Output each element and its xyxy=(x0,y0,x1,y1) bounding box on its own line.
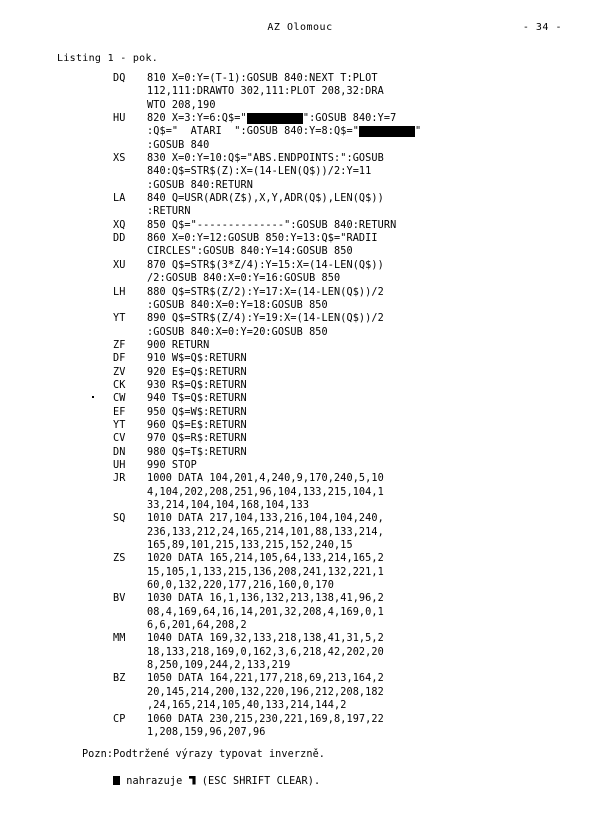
line-text: 980 Q$=T$:RETURN xyxy=(147,446,247,458)
line-text: :RETURN xyxy=(147,206,191,218)
code-line xyxy=(113,472,421,485)
code-line xyxy=(113,606,421,619)
line-checksum: UH xyxy=(113,459,126,471)
inverse-block-icon xyxy=(113,776,120,785)
line-text: 1050 DATA 164,221,177,218,69,213,164,2 xyxy=(147,673,384,685)
line-text: 20,145,214,200,132,220,196,212,208,182 xyxy=(147,686,384,698)
code-line xyxy=(113,272,421,285)
line-checksum: CP xyxy=(113,713,126,725)
line-checksum: HU xyxy=(113,113,126,125)
line-text: 6,6,201,64,208,2 xyxy=(147,620,247,632)
code-line xyxy=(113,552,421,565)
code-line xyxy=(113,592,421,605)
code-line xyxy=(113,179,421,192)
line-text: 112,111:DRAWTO 302,111:PLOT 208,32:DRA xyxy=(147,86,384,98)
line-text: 33,214,104,104,168,104,133 xyxy=(147,500,310,511)
line-checksum: DD xyxy=(113,233,126,245)
line-text: 1060 DATA 230,215,230,221,169,8,197,22 xyxy=(147,713,384,725)
code-line xyxy=(113,366,421,379)
line-checksum: CW xyxy=(113,393,126,405)
code-line xyxy=(113,566,421,579)
line-text: 1040 DATA 169,32,133,218,138,41,31,5,2 xyxy=(147,633,384,645)
line-text: 850 Q$="--------------":GOSUB 840:RETURN xyxy=(147,219,397,231)
code-line xyxy=(113,205,421,218)
line-checksum: YT xyxy=(113,419,126,431)
line-text: 236,133,212,24,165,214,101,88,133,214, xyxy=(147,526,384,538)
line-text: 990 STOP xyxy=(147,459,197,471)
footnote-line-1: Pozn:Podtržené výrazy typovat inverzně. xyxy=(81,748,326,760)
code-line xyxy=(113,512,421,525)
line-checksum: XQ xyxy=(113,219,126,231)
code-line xyxy=(113,713,421,726)
code-line xyxy=(113,232,421,245)
code-line xyxy=(113,299,421,312)
code-line xyxy=(113,486,421,499)
line-text: 910 W$=Q$:RETURN xyxy=(147,353,247,365)
code-line xyxy=(113,85,421,98)
line-text: 810 X=0:Y=(T-1):GOSUB 840:NEXT T:PLOT xyxy=(147,73,378,84)
code-line xyxy=(113,112,421,125)
line-text: :GOSUB 840:X=0:Y=20:GOSUB 850 xyxy=(147,326,328,338)
line-text: ,24,165,214,105,40,133,214,144,2 xyxy=(147,700,347,712)
code-line xyxy=(113,99,421,112)
code-line xyxy=(113,539,421,552)
code-line xyxy=(113,659,421,672)
code-line xyxy=(113,192,421,205)
line-text: 920 E$=Q$:RETURN xyxy=(147,366,247,378)
line-text: 890 Q$=STR$(Z/4):Y=19:X=(14-LEN(Q$))/2 xyxy=(147,313,384,325)
footnote-line-2 xyxy=(57,775,325,789)
line-text: 930 R$=Q$:RETURN xyxy=(147,379,247,391)
code-line xyxy=(113,312,421,325)
line-checksum: SQ xyxy=(113,513,126,525)
line-text: 08,4,169,64,16,14,201,32,208,4,169,0,1 xyxy=(147,606,384,618)
line-checksum: DN xyxy=(113,446,126,458)
line-checksum: ZS xyxy=(113,553,126,565)
line-text: 165,89,101,215,133,215,152,240,15 xyxy=(147,540,353,552)
line-checksum: ZV xyxy=(113,366,126,378)
code-line xyxy=(113,632,421,645)
line-checksum: XU xyxy=(113,259,126,271)
code-line xyxy=(113,379,421,392)
line-checksum: BZ xyxy=(113,673,126,685)
line-checksum: EF xyxy=(113,406,126,418)
code-line xyxy=(113,352,421,365)
line-checksum: DF xyxy=(113,353,126,365)
line-text: 18,133,218,169,0,162,3,6,218,42,202,20 xyxy=(147,646,384,658)
line-text: :GOSUB 840:X=0:Y=18:GOSUB 850 xyxy=(147,299,328,311)
code-line xyxy=(113,432,421,445)
code-line xyxy=(113,672,421,685)
line-checksum: ZF xyxy=(113,339,126,351)
footnotes xyxy=(57,734,325,815)
code-line xyxy=(113,419,421,432)
code-line xyxy=(113,152,421,165)
line-text: :Q$=" ATARI ":GOSUB 840:Y=8:Q$=" " xyxy=(147,126,422,138)
code-line xyxy=(113,326,421,339)
line-text: 900 RETURN xyxy=(147,339,210,351)
line-text: 1000 DATA 104,201,4,240,9,170,240,5,10 xyxy=(147,473,384,485)
code-line xyxy=(113,686,421,699)
code-line xyxy=(113,406,421,419)
code-line xyxy=(113,219,421,232)
code-line xyxy=(113,286,421,299)
line-checksum: CK xyxy=(113,379,126,391)
code-line xyxy=(113,245,421,258)
line-checksum: CV xyxy=(113,433,126,445)
listing-caption: Listing 1 - pok. xyxy=(57,53,159,64)
code-line xyxy=(113,579,421,592)
line-text: 880 Q$=STR$(Z/2):Y=17:X=(14-LEN(Q$))/2 xyxy=(147,286,384,298)
line-checksum: BV xyxy=(113,593,126,605)
line-text: 970 Q$=R$:RETURN xyxy=(147,433,247,445)
code-line xyxy=(113,699,421,712)
code-line xyxy=(113,125,421,138)
line-text: 830 X=0:Y=10:Q$="ABS.ENDPOINTS:":GOSUB xyxy=(147,153,384,165)
line-checksum: LA xyxy=(113,193,126,205)
code-line xyxy=(113,459,421,472)
footnote-line-2-before: nahrazuje xyxy=(120,775,189,787)
line-text: /2:GOSUB 840:X=0:Y=16:GOSUB 850 xyxy=(147,273,341,285)
code-line xyxy=(113,259,421,272)
code-line xyxy=(113,339,421,352)
line-checksum: DQ xyxy=(113,73,126,84)
line-text: 840 Q=USR(ADR(Z$),X,Y,ADR(Q$),LEN(Q$)) xyxy=(147,193,384,205)
line-text: 820 X=3:Y=6:Q$=" ":GOSUB 840:Y=7 xyxy=(147,113,397,125)
line-checksum: YT xyxy=(113,313,126,325)
code-line xyxy=(113,392,421,405)
line-text: 60,0,132,220,177,216,160,0,170 xyxy=(147,580,335,592)
line-text: :GOSUB 840:RETURN xyxy=(147,179,253,191)
esc-glyph-icon xyxy=(189,776,196,785)
line-text: 4,104,202,208,251,96,104,133,215,104,1 xyxy=(147,486,384,498)
code-line xyxy=(113,446,421,459)
line-text: :GOSUB 840 xyxy=(147,139,210,151)
code-line xyxy=(113,499,421,512)
line-text: 840:Q$=STR$(Z):X=(14-LEN(Q$))/2:Y=11 xyxy=(147,166,372,178)
inverse-text-run xyxy=(247,113,303,124)
line-checksum: LH xyxy=(113,286,126,298)
line-text: 960 Q$=E$:RETURN xyxy=(147,419,247,431)
footnote-line-2-after: (ESC SHRIFT CLEAR). xyxy=(195,775,321,787)
code-listing xyxy=(113,72,421,739)
line-text: 1020 DATA 165,214,105,64,133,214,165,2 xyxy=(147,553,384,565)
line-checksum: JR xyxy=(113,473,126,485)
code-line xyxy=(113,165,421,178)
line-text: 15,105,1,133,215,136,208,241,132,221,1 xyxy=(147,566,384,578)
code-line xyxy=(113,526,421,539)
code-line xyxy=(113,646,421,659)
inverse-text-run xyxy=(359,126,415,137)
line-text: 1,208,159,96,207,96 xyxy=(147,726,266,738)
line-text: WTO 208,190 xyxy=(147,99,216,111)
line-checksum: MM xyxy=(113,633,126,645)
header-title: AZ Olomouc xyxy=(267,22,333,33)
line-text: 870 Q$=STR$(3*Z/4):Y=15:X=(14-LEN(Q$)) xyxy=(147,259,384,271)
line-text: 940 T$=Q$:RETURN xyxy=(147,393,247,405)
stray-ink-mark xyxy=(92,396,94,398)
line-checksum: XS xyxy=(113,153,126,165)
line-text: CIRCLES":GOSUB 840:Y=14:GOSUB 850 xyxy=(147,246,353,258)
code-line xyxy=(113,139,421,152)
line-text: 8,250,109,244,2,133,219 xyxy=(147,660,291,672)
line-text: 1010 DATA 217,104,133,216,104,104,240, xyxy=(147,513,384,525)
line-text: 1030 DATA 16,1,136,132,213,138,41,96,2 xyxy=(147,593,384,605)
code-line xyxy=(113,72,421,85)
line-text: 950 Q$=W$:RETURN xyxy=(147,406,247,418)
code-line xyxy=(113,619,421,632)
line-text: 860 X=0:Y=12:GOSUB 850:Y=13:Q$="RADII xyxy=(147,233,378,245)
page-number: - 34 - xyxy=(522,22,562,33)
